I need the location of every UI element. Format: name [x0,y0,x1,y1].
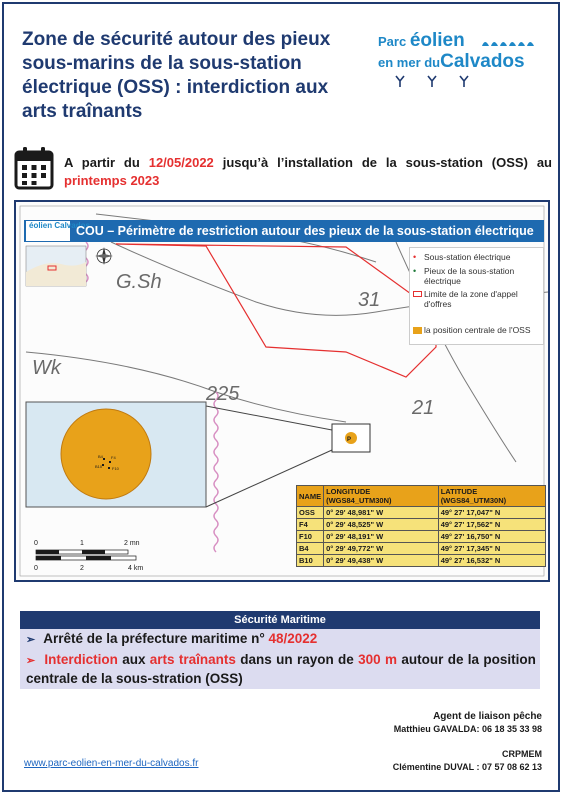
legend-item: Pieux de la sous-station électrique [424,266,515,286]
map-header-logo: éolien Calvados [26,221,70,241]
table-cell: 0° 29' 48,191" W [324,531,439,543]
notice-text: dans un rayon de [240,652,354,667]
contact-agent [394,710,542,736]
scale-tick: 2 [80,565,84,572]
table-cell: 49° 27' 16,750" N [438,531,545,543]
table-cell: 0° 29' 49,772" W [324,543,439,555]
title-line: arts traînants [22,101,143,122]
wind-turbine-icon [394,74,474,88]
title-line: sous-marins de la sous-station [22,53,302,74]
depth-label: G.Sh [116,271,162,293]
notice-text: autour de la position centrale de la sous-stration (OSS) [26,652,536,686]
table-header-cell: LONGITUDE (WGS84_UTM30N) [324,486,439,507]
contact-title: Agent de liaison pêche [433,711,542,722]
pile-label: B10 [95,464,103,469]
legend-item: Limite de la zone d'appel d'offres [424,289,518,309]
pile-label: F10 [112,466,119,471]
table-row [297,543,546,555]
safety-zone-circle [61,409,151,499]
depth-label: Wk [32,357,61,379]
waves-icon [482,36,534,48]
oss-marker-label: P [347,437,352,443]
brand-logo [378,24,538,94]
decree-text: Arrêté de la préfecture maritime n° [43,631,265,646]
contact-detail: Clémentine DUVAL : 07 57 08 62 13 [392,762,542,772]
schedule-prefix: A partir du [64,155,140,170]
pile-marker [109,461,111,463]
depth-label: 21 [412,397,435,419]
pile-label: B4 [98,454,103,459]
arrow-right-icon: ➢ [26,655,36,667]
table-cell: 0° 29' 48,981" W [324,507,439,519]
map-panel [14,200,550,582]
website-link[interactable]: www.parc-eolien-en-mer-du-calvados.fr [24,758,199,769]
table-cell: 0° 29' 48,525" W [324,519,439,531]
table-cell: 49° 27' 16,532" N [438,555,545,567]
legend-dot-icon: • [413,252,417,262]
notice-highlight: arts traînants [149,652,236,667]
map-header [24,220,544,242]
title-line: électrique (OSS) : interdiction aux [22,77,329,98]
schedule-text [64,154,552,190]
legend-item: Sous-station électrique [424,252,511,262]
zoom-line [206,406,332,430]
logo-word: Calvados [440,51,525,72]
map-legend [409,247,544,345]
scale-tick: 0 [34,565,38,572]
table-cell: F4 [297,519,324,531]
legend-swatch-icon [413,327,422,334]
scale-tick: 2 mn [124,540,140,547]
page-title [22,28,362,124]
notice-highlight: 300 m [358,652,398,667]
contact-title: CRPMEM [502,749,542,759]
table-row [297,555,546,567]
table-cell: 0° 29' 49,438" W [324,555,439,567]
depth-label: 31 [358,289,381,311]
legend-dot-icon: • [413,266,417,276]
table-cell: 49° 27' 17,562" N [438,519,545,531]
compass-icon [95,247,113,265]
table-cell: 49° 27' 17,047" N [438,507,545,519]
calendar-icon [14,146,54,190]
notice-decree [26,631,317,646]
scale-tick: 4 km [128,565,144,572]
notice-text: aux [122,652,146,667]
contact-crpmem [393,748,542,774]
arrow-right-icon: ➢ [26,634,36,646]
table-cell: 49° 27' 17,345" N [438,543,545,555]
logo-word: Parc [378,34,407,49]
coordinates-table [296,485,546,567]
schedule-middle: jusqu’à l’installation de la sous-station (OSS) au [222,155,552,170]
pile-label: F4 [111,455,116,460]
table-row [297,531,546,543]
scale-tick: 0 [34,540,38,547]
notice-highlight: Interdiction [44,652,118,667]
pile-marker [102,464,104,466]
notice-prohibition [26,651,536,688]
table-header-cell: LATITUDE (WGS84_UTM30N) [438,486,545,507]
logo-word: en mer du [378,55,441,70]
security-notice [20,629,540,689]
table-row [297,507,546,519]
scale-bar [32,538,162,572]
table-cell: OSS [297,507,324,519]
pile-marker [108,467,110,469]
contact-detail: Matthieu GAVALDA: 06 18 35 33 98 [393,724,542,734]
legend-item: la position centrale de l'OSS [424,325,531,335]
start-date: 12/05/2022 [148,155,214,170]
section-header: Sécurité Maritime [20,611,540,629]
table-cell: B10 [297,555,324,567]
table-cell: F10 [297,531,324,543]
scale-tick: 1 [80,540,84,547]
table-header-cell: NAME [297,486,324,507]
map-title: COU – Périmètre de restriction autour des pieux de la sous-station électrique [76,224,534,238]
decree-number: 48/2022 [268,631,318,646]
title-line: Zone de sécurité autour des pieux [22,29,331,50]
depth-label: 225 [206,383,240,405]
logo-word: éolien [409,30,465,51]
table-header-row [297,486,546,507]
legend-line-icon [413,291,422,297]
table-cell: B4 [297,543,324,555]
table-row [297,519,546,531]
pile-marker [103,458,105,460]
end-period: printemps 2023 [64,173,160,188]
